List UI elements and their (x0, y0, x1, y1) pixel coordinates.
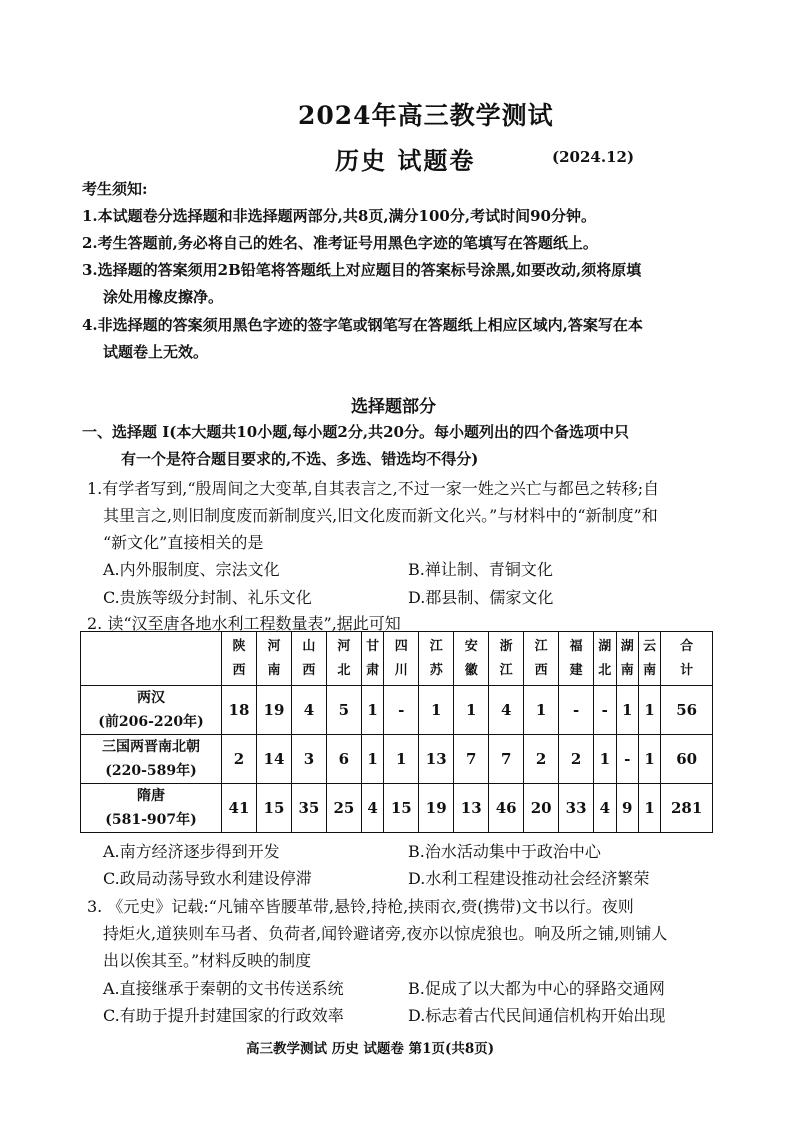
table-cell: 1 (361, 735, 383, 784)
q3-stem-line3: 出以俟其至。”材料反映的制度 (103, 951, 312, 970)
table-cell: 35 (291, 784, 326, 833)
notice-item-4-cont: 试题卷上无效。 (103, 343, 209, 361)
table-header-cell: 合 计 (661, 632, 713, 686)
notice-item-3-cont: 涂处用橡皮擦净。 (103, 288, 224, 306)
row-label-years: (581-907年) (105, 812, 197, 828)
notice-heading: 考生须知: (82, 180, 148, 198)
table-row (81, 784, 713, 833)
part-instruction-line2: 有一个是符合题目要求的,不选、多选、错选均不得分) (121, 450, 479, 468)
table-cell: 3 (291, 735, 326, 784)
table-header-cell: 甘 肃 (361, 632, 383, 686)
row-label-years: (220-589年) (105, 763, 197, 779)
table-header-cell: 江 西 (524, 632, 559, 686)
table-header-cell: 安 徽 (454, 632, 489, 686)
table-cell: - (616, 735, 638, 784)
table-header-cell: 四 川 (384, 632, 419, 686)
exam-subtitle: 历史 试题卷 (335, 146, 476, 175)
row-label-period: 隋唐 (137, 788, 165, 804)
table-header-cell: 福 建 (559, 632, 594, 686)
table-cell: 4 (361, 784, 383, 833)
notice-item-2: 2.考生答题前,务必将自己的姓名、准考证号用黑色字迹的笔填写在答题纸上。 (82, 234, 598, 252)
table-cell: 1 (638, 735, 660, 784)
row-label (81, 784, 222, 833)
table-cell: 1 (384, 735, 419, 784)
table-header-cell: 山 西 (291, 632, 326, 686)
table-cell: 1 (454, 686, 489, 735)
table-cell: 33 (559, 784, 594, 833)
table-cell: 2 (524, 735, 559, 784)
table-header-cell: 陕 西 (222, 632, 257, 686)
table-cell: 7 (454, 735, 489, 784)
table-cell: 60 (661, 735, 713, 784)
table-row (81, 735, 713, 784)
q1-stem-line3: “新文化”直接相关的是 (103, 533, 264, 552)
row-label (81, 735, 222, 784)
table-cell: 6 (326, 735, 361, 784)
notice-item-1: 1.本试题卷分选择题和非选择题两部分,共8页,满分100分,考试时间90分钟。 (82, 207, 596, 225)
q1-option-d: D.郡县制、儒家文化 (408, 588, 554, 607)
table-cell: 281 (661, 784, 713, 833)
q1-option-b: B.禅让制、青铜文化 (408, 560, 553, 579)
table-cell: 1 (594, 735, 616, 784)
section-title: 选择题部分 (351, 397, 436, 417)
q2-stem: 2. 读“汉至唐各地水利工程数量表”,据此可知 (87, 614, 401, 633)
table-header-cell: 河 南 (256, 632, 291, 686)
table-cell: 4 (489, 686, 524, 735)
table-cell: 4 (291, 686, 326, 735)
table-cell: 1 (419, 686, 454, 735)
table-cell: 46 (489, 784, 524, 833)
table-cell: - (594, 686, 616, 735)
table-cell: 1 (361, 686, 383, 735)
q2-option-d: D.水利工程建设推动社会经济繁荣 (408, 869, 650, 888)
table-cell: 41 (222, 784, 257, 833)
table-cell: 19 (419, 784, 454, 833)
q1-stem-line2: 其里言之,则旧制度废而新制度兴,旧文化废而新文化兴。”与材料中的“新制度”和 (103, 506, 658, 525)
table-cell: - (384, 686, 419, 735)
exam-title: 2024年高三教学测试 (298, 101, 554, 130)
table-cell: 1 (616, 686, 638, 735)
row-label (81, 686, 222, 735)
notice-item-4: 4.非选择题的答案须用黑色字迹的签字笔或钢笔写在答题纸上相应区域内,答案写在本 (82, 316, 643, 334)
table-cell: 1 (638, 784, 660, 833)
table-cell: 2 (559, 735, 594, 784)
part-instruction-line1: 一、选择题 I(本大题共10小题,每小题2分,共20分。每小题列出的四个备选项中只 (82, 423, 629, 441)
table-cell: 5 (326, 686, 361, 735)
table-cell: 13 (419, 735, 454, 784)
table-cell: 13 (454, 784, 489, 833)
table-header-cell: 云 南 (638, 632, 660, 686)
table-header-cell: 湖 南 (616, 632, 638, 686)
table-cell: 15 (256, 784, 291, 833)
exam-date: (2024.12) (552, 148, 635, 166)
table-corner-cell (81, 632, 222, 686)
table-header-row (81, 632, 713, 686)
q3-option-d: D.标志着古代民间通信机构开始出现 (408, 1006, 666, 1025)
table-header-cell: 江 苏 (419, 632, 454, 686)
row-label-years: (前206-220年) (98, 714, 204, 730)
q3-option-c: C.有助于提升封建国家的行政效率 (103, 1006, 344, 1025)
q2-option-a: A.南方经济逐步得到开发 (103, 842, 280, 861)
hydro-table (80, 631, 713, 833)
table-cell: 15 (384, 784, 419, 833)
q2-option-c: C.政局动荡导致水利建设停滞 (103, 869, 312, 888)
q3-option-a: A.直接继承于秦朝的文书传送系统 (103, 979, 344, 998)
table-cell: 2 (222, 735, 257, 784)
q3-option-b: B.促成了以大都为中心的驿路交通网 (408, 979, 665, 998)
table-header-cell: 湖 北 (594, 632, 616, 686)
table-cell: 25 (326, 784, 361, 833)
q1-stem-line1: 1.有学者写到,“殷周间之大变革,自其表言之,不过一家一姓之兴亡与都邑之转移;自 (87, 479, 660, 498)
row-label-period: 三国两晋南北朝 (102, 739, 200, 755)
q2-option-b: B.治水活动集中于政治中心 (408, 842, 601, 861)
notice-item-3: 3.选择题的答案须用2B铅笔将答题纸上对应题目的答案标号涂黑,如要改动,须将原填 (82, 261, 642, 279)
table-row (81, 686, 713, 735)
table-cell: 9 (616, 784, 638, 833)
table-cell: 4 (594, 784, 616, 833)
table-cell: 19 (256, 686, 291, 735)
table-header-cell: 河 北 (326, 632, 361, 686)
table-cell: - (559, 686, 594, 735)
q3-stem-line1: 3. 《元史》记载:“凡铺卒皆腰革带,悬铃,持枪,挟雨衣,赍(携带)文书以行。夜则 (87, 897, 634, 916)
table-cell: 20 (524, 784, 559, 833)
q1-option-a: A.内外服制度、宗法文化 (103, 560, 280, 579)
table-cell: 14 (256, 735, 291, 784)
table-cell: 56 (661, 686, 713, 735)
q3-stem-line2: 持炬火,道狭则车马者、负荷者,闻铃避诸旁,夜亦以惊虎狼也。响及所之铺,则铺人 (103, 924, 668, 943)
table-cell: 18 (222, 686, 257, 735)
table-cell: 7 (489, 735, 524, 784)
q1-option-c: C.贵族等级分封制、礼乐文化 (103, 588, 312, 607)
table-header-cell: 浙 江 (489, 632, 524, 686)
page-footer: 高三教学测试 历史 试题卷 第1页(共8页) (246, 1041, 495, 1057)
table-cell: 1 (524, 686, 559, 735)
table-cell: 1 (638, 686, 660, 735)
row-label-period: 两汉 (137, 690, 165, 706)
